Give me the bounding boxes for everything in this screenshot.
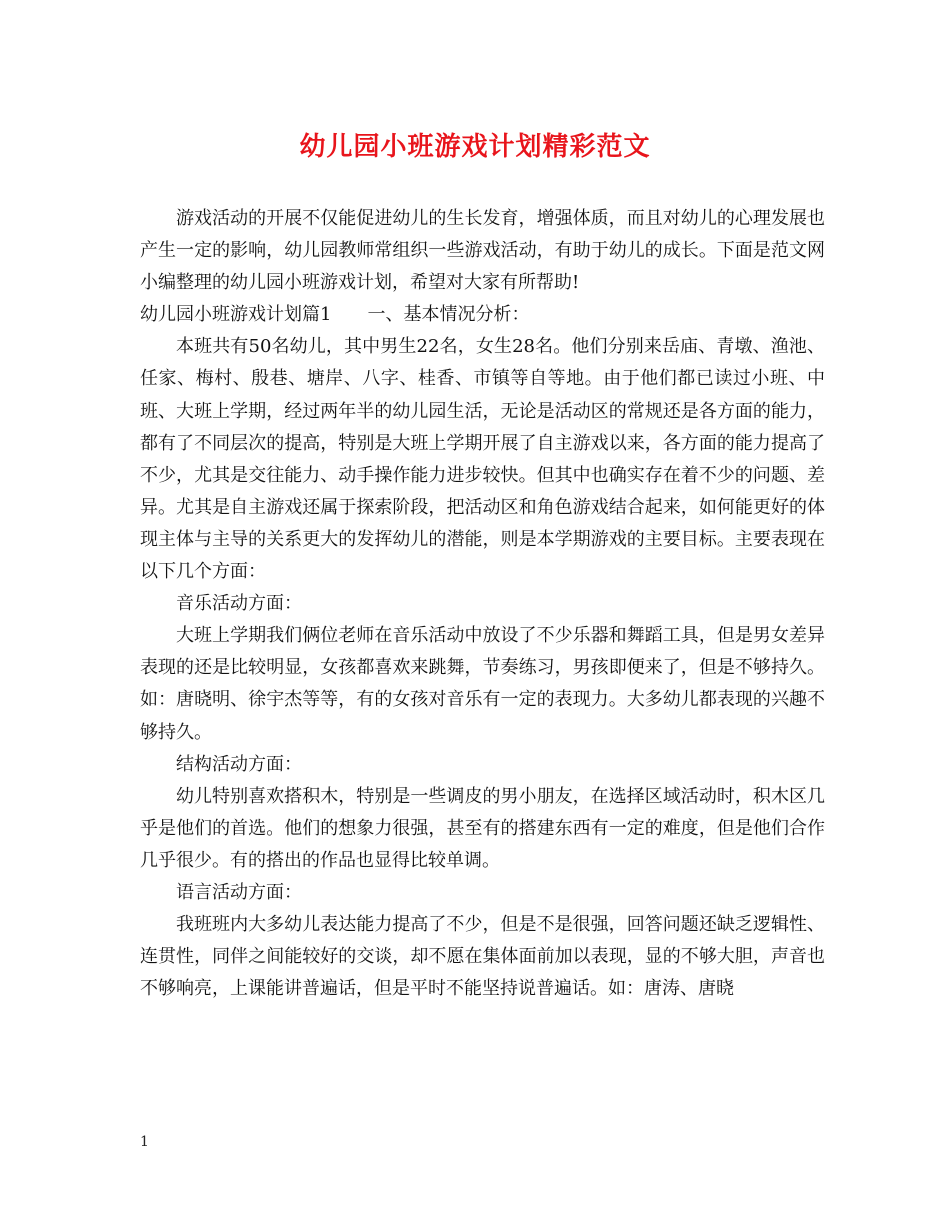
document-title: 幼儿园小班游戏计划精彩范文 bbox=[299, 132, 651, 162]
paragraph-class-overview: 本班共有50名幼儿，其中男生22名，女生28名。他们分别来岳庙、青墩、渔池、任家、梅村、殷巷、塘岸、八字、桂香、市镇等自等地。由于他们都已读过小班、中班、大班上学期，经过两年半的幼儿园生活，无论是活动区的常规还是各方面的能力，都有了不同层次的提高，特别是大班上学期开展了自主游戏以来，各方面的能力提高了不少，尤其是交往能力、动手操作能力进步较快。但其中也确实存在着不少的问题、差异。尤其是自主游戏还属于探索阶段，把活动区和角色游戏结合起来，如何能更好的体现主体与主导的关系更大的发挥幼儿的潜能，则是本学期游戏的主要目标。主要表现在以下几个方面： bbox=[140, 336, 825, 583]
subheading-language: 语言活动方面： bbox=[176, 881, 302, 903]
intro-paragraph: 游戏活动的开展不仅能促进幼儿的生长发育，增强体质，而且对幼儿的心理发展也产生一定的影响，幼儿园教师常组织一些游戏活动，有助于幼儿的成长。下面是范文网小编整理的幼儿园小班游戏计划，希望对大家有所帮助! bbox=[140, 208, 825, 294]
subheading-music: 音乐活动方面： bbox=[176, 593, 302, 615]
page-number: 1 bbox=[140, 1134, 149, 1150]
paragraph-music: 大班上学期我们俩位老师在音乐活动中放设了不少乐器和舞蹈工具，但是男女差异表现的还是比较明显，女孩都喜欢来跳舞，节奏练习，男孩即便来了，但是不够持久。如：唐晓明、徐宇杰等等，有的女孩对音乐有一定的表现力。大多幼儿都表现的兴趣不够持久。 bbox=[140, 625, 825, 743]
section-heading: 幼儿园小班游戏计划篇1 一、基本情况分析： bbox=[140, 304, 530, 326]
paragraph-construction: 幼儿特别喜欢搭积木，特别是一些调皮的男小朋友，在选择区域活动时，积木区几乎是他们的首选。他们的想象力很强，甚至有的搭建东西有一定的难度，但是他们合作几乎很少。有的搭出的作品也显得比较单调。 bbox=[140, 785, 825, 871]
subheading-construction: 结构活动方面： bbox=[176, 753, 302, 775]
document-body bbox=[140, 203, 825, 1005]
paragraph-language: 我班班内大多幼儿表达能力提高了不少，但是不是很强，回答问题还缺乏逻辑性、连贯性，同伴之间能较好的交谈，却不愿在集体面前加以表现，显的不够大胆，声音也不够响亮，上课能讲普遍话，但是平时不能坚持说普遍话。如：唐涛、唐晓 bbox=[140, 914, 825, 1000]
